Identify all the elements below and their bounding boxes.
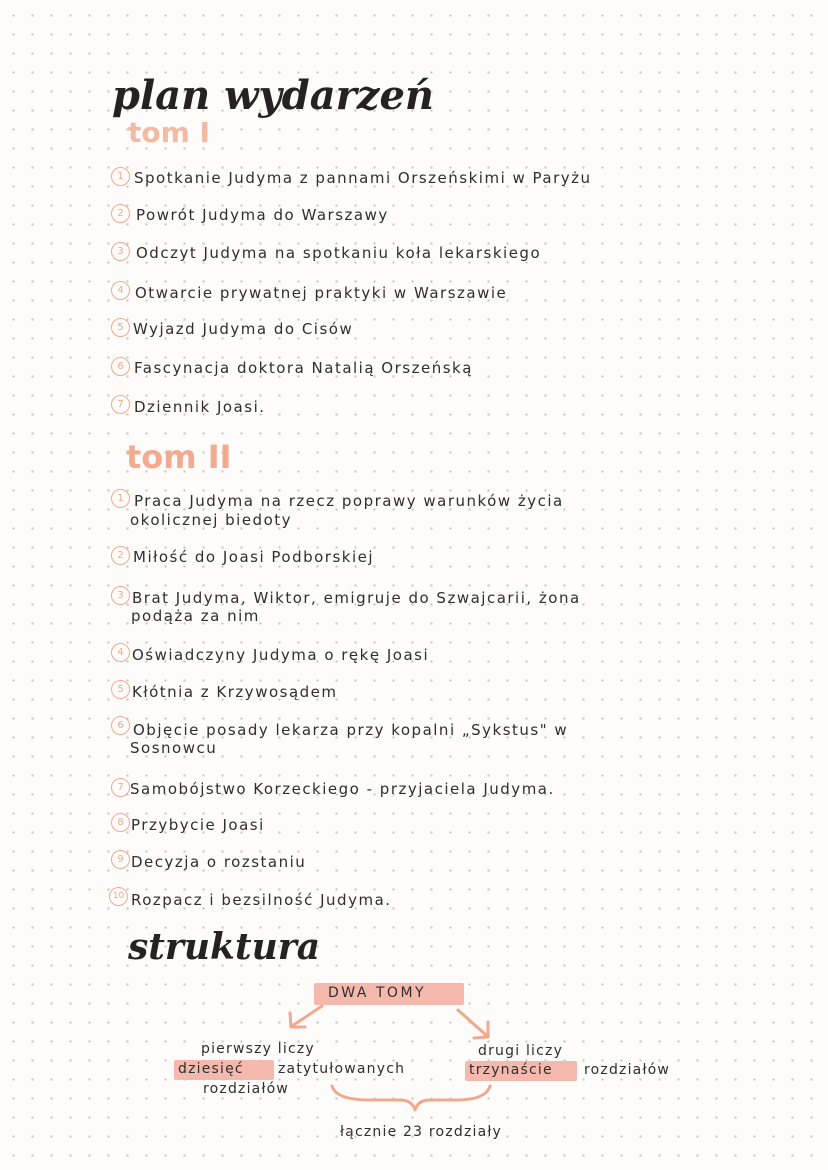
- left-line1: pierwszy liczy: [201, 1041, 315, 1057]
- left-line3: rozdziałów: [203, 1081, 290, 1097]
- item-number: 7: [111, 778, 130, 797]
- item-number: 7: [111, 395, 130, 414]
- item-number: 1: [111, 489, 130, 508]
- center-label: DWA TOMY: [328, 985, 427, 1001]
- page-title: plan wydarzeń: [112, 72, 434, 119]
- item-text: Powrót Judyma do Warszawy: [136, 206, 389, 224]
- item-text: Wyjazd Judyma do Cisów: [133, 320, 354, 338]
- item-text: Odczyt Judyma na spotkaniu koła lekarskiego: [136, 244, 542, 262]
- item-text: Brat Judyma, Wiktor, emigruje do Szwajcarii, żona: [132, 589, 581, 607]
- item-text: Samobójstwo Korzeckiego - przyjaciela Judyma.: [130, 780, 555, 798]
- item-number: 2: [111, 204, 130, 223]
- item-number: 5: [111, 680, 130, 699]
- item-text: Miłość do Joasi Podborskiej: [133, 548, 375, 566]
- item-number: 4: [111, 281, 130, 300]
- item-number: 6: [111, 357, 130, 376]
- item-text: Przybycie Joasi: [131, 816, 265, 834]
- item-number: 6: [111, 716, 130, 735]
- item-number: 2: [111, 546, 130, 565]
- tom-2-heading: tom II: [126, 438, 232, 476]
- left-highlight-word: dziesięć: [178, 1061, 244, 1077]
- item-text: Fascynacja doktora Natalią Orszeńską: [134, 359, 473, 377]
- item-text: Oświadczyny Judyma o rękę Joasi: [132, 646, 430, 664]
- tom-1-heading: tom I: [128, 116, 210, 149]
- item-number: 8: [111, 813, 130, 832]
- right-line2: rozdziałów: [584, 1062, 671, 1078]
- item-number: 9: [111, 850, 130, 869]
- item-text-cont: Sosnowcu: [130, 739, 218, 757]
- item-number: 3: [111, 242, 130, 261]
- item-text-cont: okolicznej biedoty: [130, 511, 293, 529]
- right-line1: drugi liczy: [478, 1043, 564, 1059]
- right-highlight-word: trzynaście: [469, 1062, 553, 1078]
- total-label: łącznie 23 rozdziały: [340, 1124, 503, 1140]
- brace: [332, 1086, 490, 1110]
- item-text: Objęcie posady lekarza przy kopalni „Sykstus" w: [133, 721, 569, 739]
- item-text: Rozpacz i bezsilność Judyma.: [131, 891, 392, 909]
- item-text: Spotkanie Judyma z pannami Orszeńskimi w Paryżu: [134, 169, 592, 187]
- item-text: Decyzja o rozstaniu: [131, 853, 307, 871]
- item-number: 10: [109, 887, 128, 906]
- item-number: 1: [111, 167, 130, 186]
- arrow-left: [292, 1006, 322, 1026]
- item-number: 5: [111, 318, 130, 337]
- item-text: Dziennik Joasi.: [134, 398, 266, 416]
- item-text: Praca Judyma na rzecz poprawy warunków życia: [134, 492, 564, 510]
- item-text: Otwarcie prywatnej praktyki w Warszawie: [135, 284, 508, 302]
- item-number: 3: [111, 586, 130, 605]
- arrow-right: [458, 1010, 486, 1035]
- item-text: Kłótnia z Krzywosądem: [132, 683, 338, 701]
- left-line2: zatytułowanych: [278, 1061, 406, 1077]
- item-text-cont: podąża za nim: [131, 607, 260, 625]
- struktura-heading: struktura: [128, 926, 321, 968]
- item-number: 4: [111, 643, 130, 662]
